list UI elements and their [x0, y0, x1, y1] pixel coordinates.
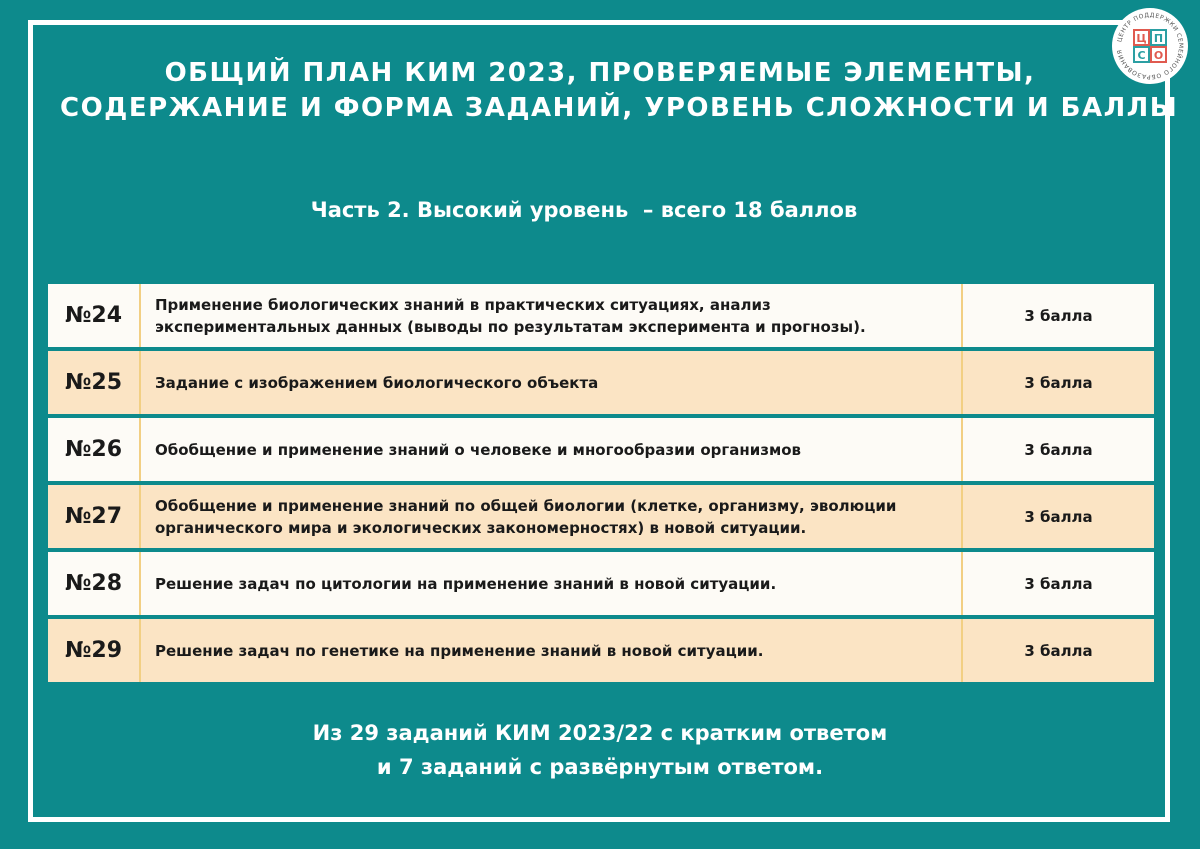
task-number: №24 [48, 284, 141, 347]
logo-ring-text: ЦЕНТР ПОДДЕРЖКИ СЕМЕЙНОГО ОБРАЗОВАНИЯ [1116, 11, 1185, 81]
logo-letter-1: Ц [1136, 32, 1147, 45]
task-points: 3 балла [1024, 641, 1093, 660]
logo-letter-3: С [1137, 49, 1146, 62]
task-number: №27 [48, 485, 141, 548]
task-description [141, 351, 963, 414]
task-number: №26 [48, 418, 141, 481]
page-title [60, 56, 1179, 126]
task-points: 3 балла [1024, 306, 1093, 325]
task-points: 3 балла [1024, 440, 1093, 459]
table-row [48, 552, 1154, 615]
task-description [141, 619, 963, 682]
task-description [141, 418, 963, 481]
task-description-text: Решение задач по цитологии на применение знаний в новой ситуации. [155, 574, 777, 593]
logo-letter-2: П [1153, 32, 1164, 45]
task-description [141, 284, 963, 347]
task-points: 3 балла [1024, 373, 1093, 392]
section-subtitle: Часть 2. Высокий уровень – всего 18 баллов [310, 198, 858, 222]
table-row [48, 418, 1154, 481]
task-description-text: Применение биологических знаний в практических ситуациях, анализ экспериментальных данных (выводы по результатам эксперимента и прогнозы). [155, 295, 866, 336]
footer-note [0, 716, 1200, 784]
task-description [141, 552, 963, 615]
title-line-1: ОБЩИЙ ПЛАН КИМ 2023, ПРОВЕРЯЕМЫЕ ЭЛЕМЕНТЫ, [164, 58, 1036, 88]
tasks-table [48, 284, 1154, 684]
task-description [141, 485, 963, 548]
table-row [48, 351, 1154, 414]
footer-line-2: и 7 заданий с развёрнутым ответом. [376, 755, 824, 779]
task-points: 3 балла [1024, 574, 1093, 593]
logo-letter-4: О [1153, 49, 1164, 62]
task-number: №29 [48, 619, 141, 682]
task-description-text: Обобщение и применение знаний о человеке и многообразии организмов [155, 440, 802, 459]
task-description-text: Обобщение и применение знаний по общей биологии (клетке, организму, эволюции органического мира и экологических закономерностях) в новой ситуации. [155, 496, 897, 537]
task-number: №25 [48, 351, 141, 414]
task-description-text: Задание с изображением биологического объекта [155, 373, 599, 392]
table-row [48, 284, 1154, 347]
task-points: 3 балла [1024, 507, 1093, 526]
task-number: №28 [48, 552, 141, 615]
task-description-text: Решение задач по генетике на применение знаний в новой ситуации. [155, 641, 764, 660]
table-row [48, 485, 1154, 548]
table-row [48, 619, 1154, 682]
title-line-2: СОДЕРЖАНИЕ И ФОРМА ЗАДАНИЙ, УРОВЕНЬ СЛОЖНОСТИ И БАЛЛЫ [60, 93, 1179, 123]
footer-line-1: Из 29 заданий КИМ 2023/22 с кратким ответом [312, 721, 888, 745]
